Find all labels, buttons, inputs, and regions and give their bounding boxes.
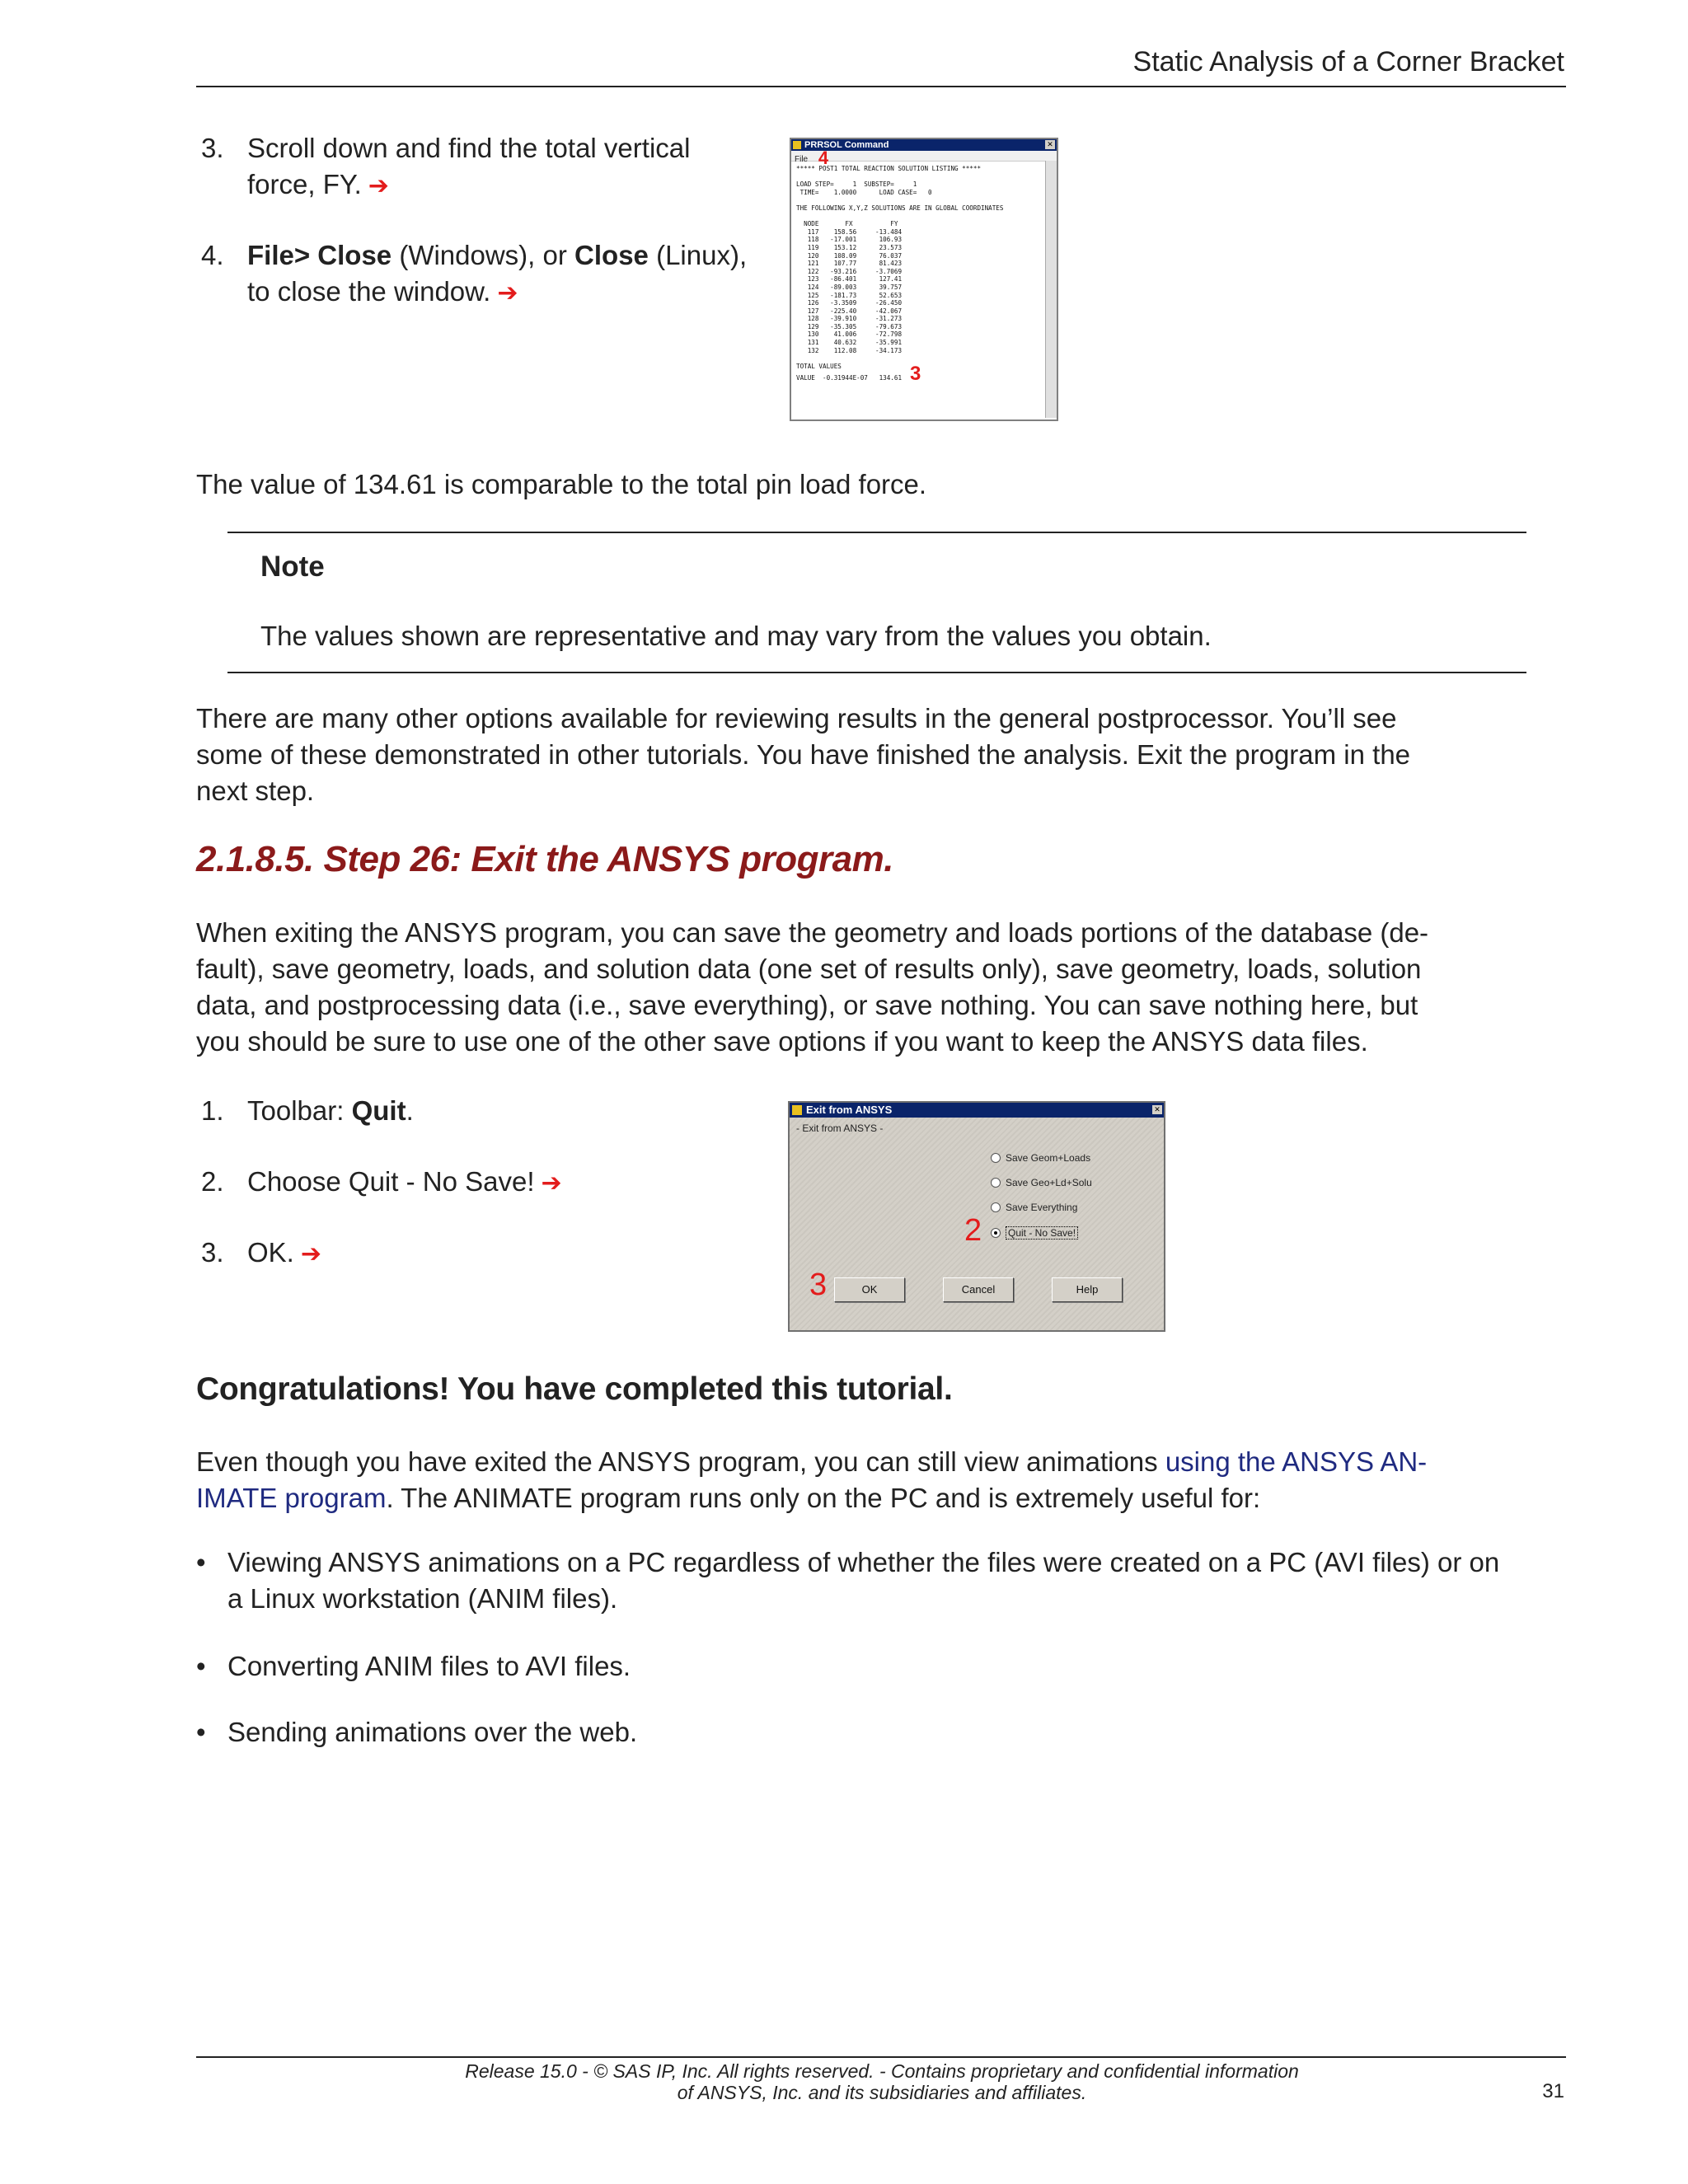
listing-line: 128 -39.910 -31.273 [796,315,903,323]
radio-label: Save Geom+Loads [1006,1152,1091,1164]
listing-line: NODE FX FY [796,220,898,228]
step-number: 4. [201,240,224,270]
listing-line: 132 112.08 -34.173 [796,346,903,354]
listing-line: 121 107.77 81.423 [796,260,903,268]
ok-button[interactable]: OK [834,1277,905,1302]
window-titlebar [791,139,1057,151]
step-text-end: . [406,1095,414,1126]
window-title: PRRSOL Command [804,140,889,150]
radio-save-geo-ld-solu[interactable] [991,1177,1092,1188]
close-icon[interactable]: ✕ [1152,1105,1162,1114]
step-text-line2: force, FY. [247,169,362,199]
page-number: 31 [1542,2080,1564,2102]
step-text: Scroll down and find the total vertical [247,133,691,163]
step-3-scroll [201,130,690,204]
callout-3: 3 [910,363,921,386]
bullet-icon: • [196,1651,206,1681]
step-number: 1. [201,1095,224,1126]
exit-dialog-screenshot [788,1101,1165,1332]
animate-link[interactable]: using the ANSYS AN- [1165,1446,1428,1477]
note-title: Note [260,551,325,583]
step-text-end: (Linux), [648,240,748,270]
step-1-quit [201,1093,414,1129]
footer-copyright [330,2060,1434,2103]
paragraph-text: . The ANIMATE program runs only on the PC and is extremely useful for: [386,1483,1261,1513]
listing-line: 125 -181.73 52.653 [796,291,903,299]
animate-link-cont[interactable]: IMATE program [196,1483,387,1513]
red-arrow-icon: ➔ [300,1240,321,1268]
section-heading: 2.1.8.5. Step 26: Exit the ANSYS program. [196,839,893,879]
callout-2: 2 [964,1213,982,1248]
listing-line: 126 -3.3509 -26.450 [796,299,903,307]
footer-rule [196,2056,1566,2058]
red-arrow-icon: ➔ [541,1169,562,1197]
congratulations-heading: Congratulations! You have completed this tutorial. [196,1371,953,1407]
bullet-item [196,1648,631,1685]
paragraph-line: There are many other options available for reviewing results in the general postprocessor. You’ll see [196,703,1397,733]
listing-line: 120 108.09 76.037 [796,251,903,260]
listing-line: TOTAL VALUES [796,362,842,370]
note-bottom-rule [227,672,1526,673]
listing-line: THE FOLLOWING X,Y,Z SOLUTIONS ARE IN GLOBAL COORDINATES [796,204,1004,212]
red-arrow-icon: ➔ [497,279,518,307]
listing-line: 123 -86.401 127.41 [796,275,903,284]
dialog-titlebar [790,1103,1164,1118]
radio-icon[interactable] [991,1202,1001,1212]
result-paragraph: The value of 134.61 is comparable to the total pin load force. [196,469,927,499]
step-text-line2: to close the window. [247,276,491,307]
bullet-item [196,1714,637,1750]
radio-selected-icon[interactable] [991,1228,1001,1238]
menu-command: Close [574,240,649,270]
listing-line: 129 -35.305 -79.673 [796,322,903,330]
header-rule [196,86,1566,87]
group-label: - Exit from ANSYS - [796,1122,884,1134]
prrsol-window-screenshot [790,138,1058,421]
red-arrow-icon: ➔ [368,172,389,199]
listing-line: TIME= 1.0000 LOAD CASE= 0 [796,188,932,196]
radio-label: Quit - No Save! [1006,1226,1078,1240]
running-header: Static Analysis of a Corner Bracket [1132,46,1564,77]
listing-line: 124 -89.003 39.757 [796,283,903,291]
vertical-scrollbar[interactable] [1045,161,1057,418]
paragraph-text: Even though you have exited the ANSYS program, you can still view animations [196,1446,1165,1477]
bullet-text: Sending animations over the web. [227,1717,638,1747]
radio-icon[interactable] [991,1178,1001,1188]
radio-label: Save Geo+Ld+Solu [1006,1177,1092,1188]
menu-path: File> Close [247,240,392,270]
reaction-listing [791,162,1057,386]
options-paragraph [196,701,1410,809]
radio-label: Save Everything [1006,1202,1078,1213]
step-text: (Windows), or [392,240,575,270]
paragraph-line: you should be sure to use one of the other save options if you want to keep the ANSYS data files. [196,1026,1368,1057]
help-button[interactable]: Help [1052,1277,1123,1302]
footer-line: Release 15.0 - © SAS IP, Inc. All rights reserved. - Contains proprietary and confidential information [465,2060,1299,2082]
bullet-item [196,1544,1499,1617]
listing-line: LOAD STEP= 1 SUBSTEP= 1 [796,180,917,189]
listing-line: 119 153.12 23.573 [796,243,903,251]
bullet-text: Converting ANIM files to AVI files. [227,1651,631,1681]
step-number: 2. [201,1166,224,1197]
callout-4: 4 [818,148,829,168]
step-number: 3. [201,133,224,163]
step-number: 3. [201,1237,224,1268]
ansys-logo-icon [792,1105,802,1115]
paragraph-line: data, and postprocessing data (i.e., save everything), or save nothing. You can save nothing here, but [196,990,1418,1020]
paragraph-line: some of these demonstrated in other tutorials. You have finished the analysis. Exit the program in the [196,739,1411,770]
step-text: Choose Quit - No Save! [247,1166,535,1197]
footer-line: of ANSYS, Inc. and its subsidiaries and affiliates. [677,2082,1087,2103]
menu-file[interactable]: File [795,155,809,164]
bullet-text: Viewing ANSYS animations on a PC regardless of whether the files were created on a PC (AVI files) or on [227,1547,1500,1577]
exit-paragraph [196,915,1428,1060]
callout-3: 3 [809,1268,828,1302]
close-icon[interactable]: ✕ [1045,140,1055,149]
step-text: OK. [247,1237,294,1268]
listing-line: 122 -93.216 -3.7069 [796,267,903,275]
paragraph-line: fault), save geometry, loads, and solution data (one set of results only), save geometry, loads, solution [196,954,1422,984]
listing-line: 118 -17.001 106.93 [796,236,903,244]
bullet-icon: • [196,1717,206,1747]
radio-quit-no-save[interactable] [991,1226,1078,1240]
note-top-rule [227,532,1526,533]
cancel-button[interactable]: Cancel [943,1277,1014,1302]
bullet-icon: • [196,1547,206,1577]
step-3-ok [201,1235,321,1272]
paragraph-line: next step. [196,776,315,806]
listing-line: 130 41.006 -72.798 [796,330,903,339]
step-4-close [201,237,747,312]
radio-icon[interactable] [991,1153,1001,1163]
listing-line: ***** POST1 TOTAL REACTION SOLUTION LISTING ***** [796,165,982,172]
toolbar-command: Quit [351,1095,406,1126]
note-text: The values shown are representative and may vary from the values you obtain. [260,621,1212,651]
bullet-text-line2: a Linux workstation (ANIM files). [227,1583,618,1614]
dialog-title: Exit from ANSYS [806,1104,893,1116]
listing-line: 117 158.56 -13.484 [796,227,903,236]
step-text: Toolbar: [247,1095,352,1126]
step-2-choose [201,1164,562,1202]
radio-save-everything[interactable] [991,1202,1077,1213]
animate-paragraph [196,1444,1427,1516]
paragraph-line: When exiting the ANSYS program, you can save the geometry and loads portions of the database (de- [196,917,1429,948]
listing-line: 131 40.632 -35.991 [796,339,903,347]
ansys-logo-icon [793,141,801,149]
listing-line: VALUE -0.31944E-07 134.61 [796,374,903,382]
listing-line: 127 -225.40 -42.067 [796,307,903,315]
window-menubar [791,148,1057,168]
radio-save-geom-loads[interactable] [991,1152,1090,1164]
